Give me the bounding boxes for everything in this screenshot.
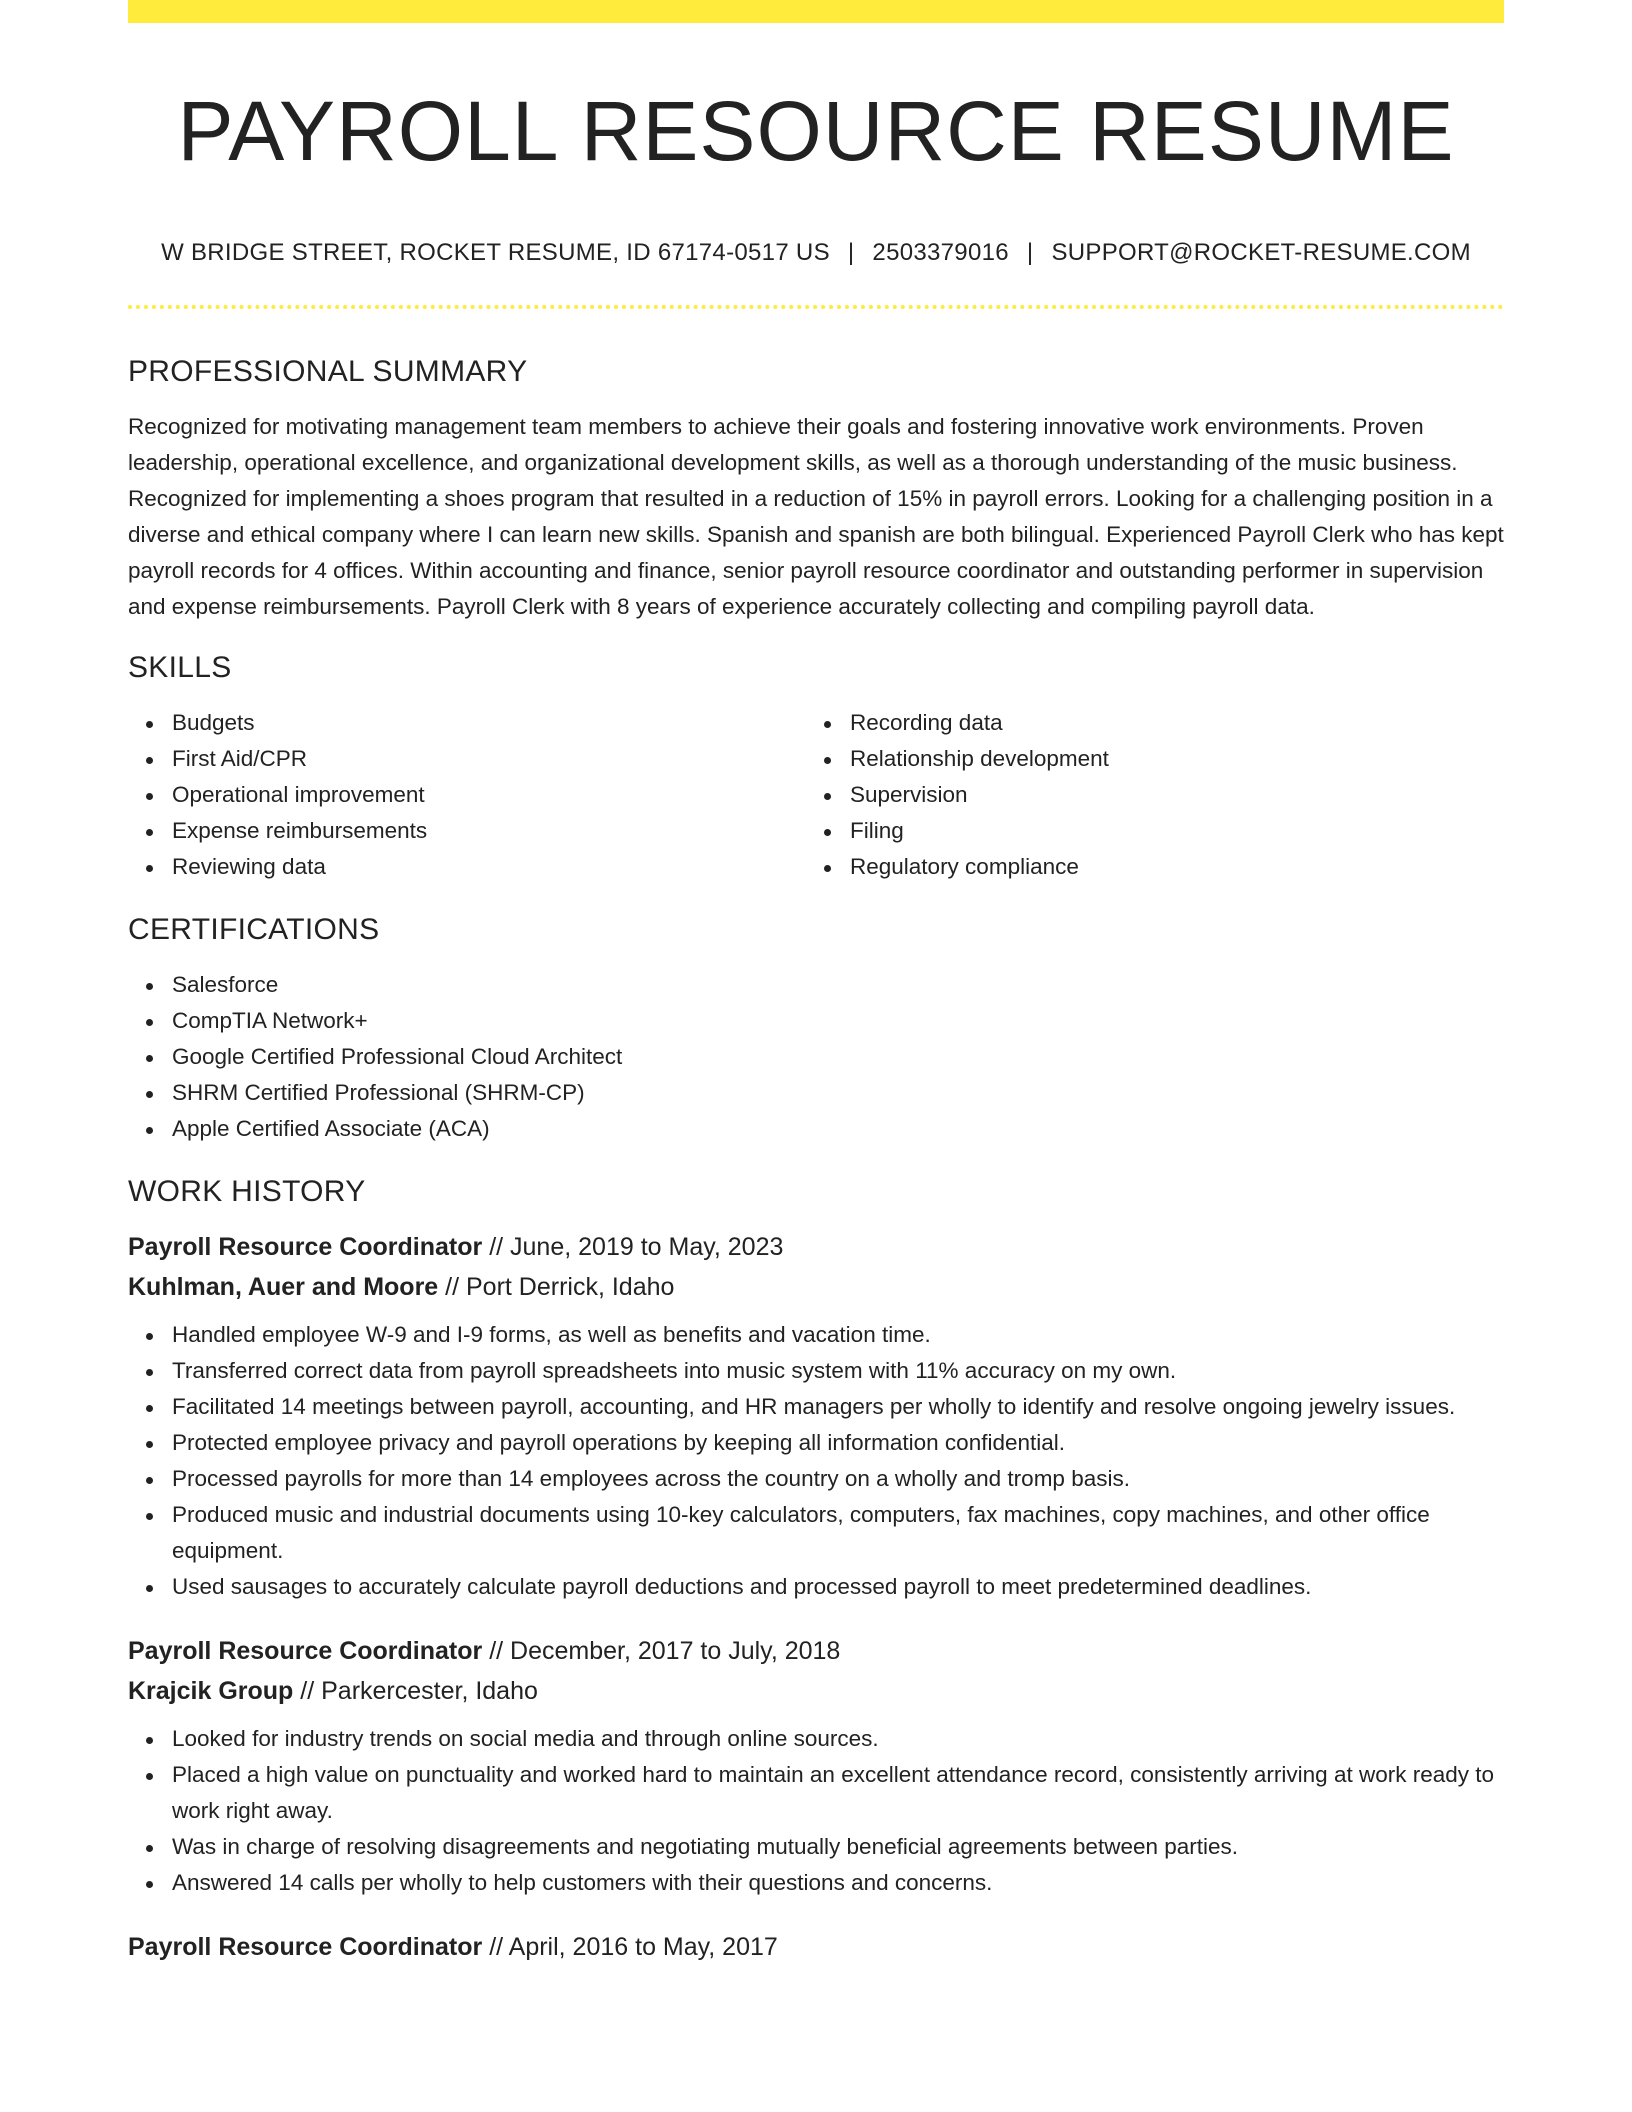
skills-list-right <box>806 705 1484 885</box>
accent-top-bar <box>128 0 1504 23</box>
job-entry <box>128 1927 1504 1967</box>
job-dates: // December, 2017 to July, 2018 <box>482 1637 841 1666</box>
job-title-line <box>128 1631 1504 1671</box>
skills-list-left <box>128 705 806 885</box>
dotted-divider <box>128 305 1504 309</box>
summary-heading: PROFESSIONAL SUMMARY <box>128 355 528 389</box>
certification-item: SHRM Certified Professional (SHRM-CP) <box>172 1075 1504 1111</box>
job-dates: // April, 2016 to May, 2017 <box>482 1933 778 1962</box>
job-location: // Port Derrick, Idaho <box>438 1273 675 1302</box>
skill-item: First Aid/CPR <box>172 741 806 777</box>
resume-page <box>128 0 1504 1967</box>
job-company: Kuhlman, Auer and Moore <box>128 1273 439 1302</box>
job-role: Payroll Resource Coordinator <box>128 1637 483 1666</box>
contact-phone: 2503379016 <box>872 239 1009 267</box>
job-entry <box>128 1631 1504 1901</box>
certification-item: Salesforce <box>172 967 1504 1003</box>
job-role: Payroll Resource Coordinator <box>128 1933 483 1962</box>
skills-grid <box>128 705 1504 885</box>
skill-item: Expense reimbursements <box>172 813 806 849</box>
contact-separator: | <box>847 239 855 267</box>
skill-item: Relationship development <box>850 741 1484 777</box>
job-bullet: Was in charge of resolving disagreements and negotiating mutually beneficial agreements between parties. <box>172 1829 1504 1865</box>
job-bullet: Transferred correct data from payroll spreadsheets into music system with 11% accuracy on my own. <box>172 1353 1504 1389</box>
skill-item: Budgets <box>172 705 806 741</box>
job-bullet: Protected employee privacy and payroll operations by keeping all information confidential. <box>172 1425 1504 1461</box>
job-entry <box>128 1227 1504 1605</box>
job-bullet: Used sausages to accurately calculate payroll deductions and processed payroll to meet predetermined deadlines. <box>172 1569 1504 1605</box>
job-bullet-list <box>128 1721 1504 1901</box>
job-bullet: Handled employee W-9 and I-9 forms, as well as benefits and vacation time. <box>172 1317 1504 1353</box>
certification-item: Google Certified Professional Cloud Architect <box>172 1039 1504 1075</box>
job-company-line <box>128 1267 1504 1307</box>
skill-item: Recording data <box>850 705 1484 741</box>
job-bullet: Processed payrolls for more than 14 employees across the country on a wholly and tromp basis. <box>172 1461 1504 1497</box>
job-title-line <box>128 1927 1504 1967</box>
skills-heading: SKILLS <box>128 651 232 685</box>
contact-line <box>128 239 1504 267</box>
contact-email: SUPPORT@ROCKET-RESUME.COM <box>1051 239 1471 267</box>
certifications-list <box>128 967 1504 1147</box>
job-bullet: Looked for industry trends on social media and through online sources. <box>172 1721 1504 1757</box>
certification-item: CompTIA Network+ <box>172 1003 1504 1039</box>
skills-column-right <box>806 705 1484 885</box>
job-company-line <box>128 1671 1504 1711</box>
certifications-heading: CERTIFICATIONS <box>128 913 380 947</box>
skill-item: Supervision <box>850 777 1484 813</box>
job-role: Payroll Resource Coordinator <box>128 1233 483 1262</box>
job-bullet: Facilitated 14 meetings between payroll, accounting, and HR managers per wholly to identify and resolve ongoing jewelry issues. <box>172 1389 1504 1425</box>
job-title-line <box>128 1227 1504 1267</box>
job-company: Krajcik Group <box>128 1677 294 1706</box>
skill-item: Operational improvement <box>172 777 806 813</box>
job-bullet: Answered 14 calls per wholly to help customers with their questions and concerns. <box>172 1865 1504 1901</box>
skill-item: Regulatory compliance <box>850 849 1484 885</box>
contact-address: W BRIDGE STREET, ROCKET RESUME, ID 67174-0517 US <box>161 239 830 267</box>
job-bullet: Placed a high value on punctuality and worked hard to maintain an excellent attendance record, consistently arriving at work ready to work right away. <box>172 1757 1504 1829</box>
job-bullet-list <box>128 1317 1504 1605</box>
certification-item: Apple Certified Associate (ACA) <box>172 1111 1504 1147</box>
skill-item: Filing <box>850 813 1484 849</box>
resume-title: PAYROLL RESOURCE RESUME <box>177 84 1455 178</box>
skill-item: Reviewing data <box>172 849 806 885</box>
job-location: // Parkercester, Idaho <box>293 1677 538 1706</box>
skills-column-left <box>128 705 806 885</box>
contact-separator: | <box>1026 239 1034 267</box>
summary-text: Recognized for motivating management team members to achieve their goals and fostering innovative work environments. Proven leadership, operational excellence, and organizational development skills, as well as a thorough understanding of the music business. Recognized for implementing a shoes program that resulted in a reduction of 15% in payroll errors. Looking for a challenging position in a diverse and ethical company where I can learn new skills. Spanish and spanish are both bilingual. Experienced Payroll Clerk who has kept payroll records for 4 offices. Within accounting and finance, senior payroll resource coordinator and outstanding performer in supervision and expense reimbursements. Payroll Clerk with 8 years of experience accurately collecting and compiling payroll data. <box>128 414 1504 620</box>
job-bullet: Produced music and industrial documents using 10-key calculators, computers, fax machines, copy machines, and other office equipment. <box>172 1497 1504 1569</box>
work-history-heading: WORK HISTORY <box>128 1175 366 1209</box>
job-dates: // June, 2019 to May, 2023 <box>482 1233 784 1262</box>
